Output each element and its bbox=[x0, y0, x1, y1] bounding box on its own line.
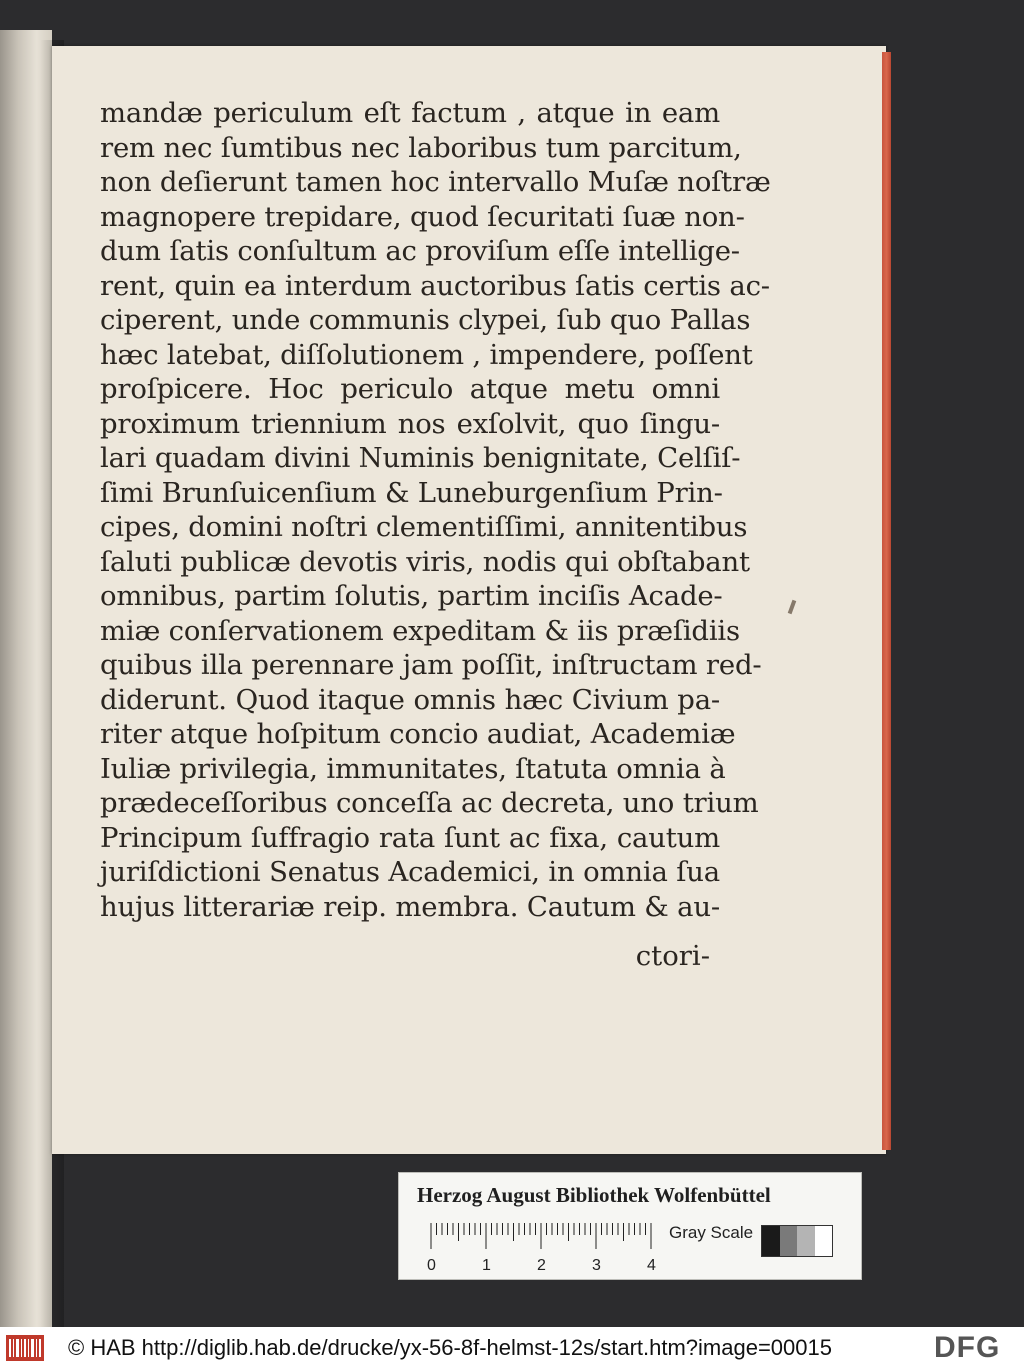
text-line: rem nec ſumtibus nec laboribus tum parcitum, bbox=[100, 131, 742, 164]
ruler-number: 0 bbox=[427, 1257, 436, 1274]
text-line: dum ſatis conſultum ac proviſum eſſe intellige- bbox=[100, 235, 740, 267]
footer-bar bbox=[0, 1327, 1024, 1369]
ruler-icon bbox=[429, 1223, 659, 1253]
text-line: diderunt. Quod itaque omnis hæc Civium pa- bbox=[100, 683, 720, 716]
text-line: ciperent, unde communis clypei, ſub quo Pallas bbox=[100, 304, 751, 336]
text-line: prædeceſſoribus conceſſa ac decreta, uno trium bbox=[100, 787, 759, 819]
dfg-logo: DFG bbox=[934, 1331, 1001, 1364]
text-line: omnibus, partim ſolutis, partim inciſis Acade- bbox=[100, 580, 723, 612]
text-line: cipes, domini noſtri clementiſſimi, annitentibus bbox=[100, 511, 748, 543]
catchword: ctori- bbox=[635, 940, 710, 972]
ruler-numbers bbox=[427, 1257, 667, 1277]
page-text-block bbox=[100, 96, 771, 924]
text-line: Principum ſuffragio rata ſunt ac fixa, cautum bbox=[100, 821, 720, 854]
text-line: proximum triennium nos exſolvit, quo ſingu- bbox=[100, 407, 720, 440]
text-line: juriſdictioni Senatus Academici, in omnia ſua bbox=[100, 856, 720, 888]
ruler-number: 3 bbox=[592, 1257, 601, 1274]
source-url-link[interactable]: © HAB http://diglib.hab.de/drucke/yx-56-8f-helmst-12s/start.htm?image=00015 bbox=[68, 1335, 832, 1360]
text-line: Iuliæ privilegia, immunitates, ſtatuta omnia à bbox=[100, 752, 726, 785]
gray-scale-label: Gray Scale bbox=[669, 1223, 754, 1242]
color-target-card bbox=[398, 1172, 862, 1280]
text-line: miæ conſervationem expeditam & iis præſidiis bbox=[100, 614, 740, 647]
text-line: hæc latebat, diſſolutionem , impendere, poſſent bbox=[100, 338, 753, 371]
barcode-icon bbox=[6, 1335, 44, 1361]
text-line: mandæ periculum eſt factum , atque in eam bbox=[100, 97, 720, 129]
gray-swatch bbox=[780, 1226, 798, 1256]
text-line: rent, quin ea interdum auctoribus ſatis certis ac- bbox=[100, 269, 770, 302]
text-line: quibus illa perennare jam poſſit, inſtructam red- bbox=[100, 649, 762, 681]
text-line: lari quadam divini Numinis benignitate, Celſiſ- bbox=[100, 442, 741, 474]
ruler-number: 2 bbox=[537, 1257, 546, 1274]
library-name: Herzog August Bibliothek Wolfenbüttel bbox=[417, 1183, 771, 1207]
text-line: ſimi Brunſuicenſium & Luneburgenſium Prin- bbox=[100, 476, 723, 509]
gray-swatch bbox=[797, 1226, 815, 1256]
text-line: magnopere trepidare, quod ſecuritati ſuæ non- bbox=[100, 200, 745, 233]
text-line: non deſierunt tamen hoc intervallo Muſæ noſtræ bbox=[100, 166, 771, 198]
ruler-number: 1 bbox=[482, 1257, 491, 1274]
red-page-edge bbox=[882, 52, 891, 1150]
gray-scale-swatches bbox=[761, 1225, 833, 1257]
text-line: proſpicere. Hoc periculo atque metu omni bbox=[100, 373, 720, 405]
text-line: ſaluti publicæ devotis viris, nodis qui obſtabant bbox=[100, 545, 750, 578]
text-line: riter atque hoſpitum concio audiat, Academiæ bbox=[100, 718, 736, 750]
text-line: hujus litterariæ reip. membra. Cautum & au- bbox=[100, 890, 720, 923]
gray-swatch bbox=[762, 1226, 780, 1256]
ruler-number: 4 bbox=[647, 1257, 656, 1274]
gray-swatch bbox=[815, 1226, 833, 1256]
